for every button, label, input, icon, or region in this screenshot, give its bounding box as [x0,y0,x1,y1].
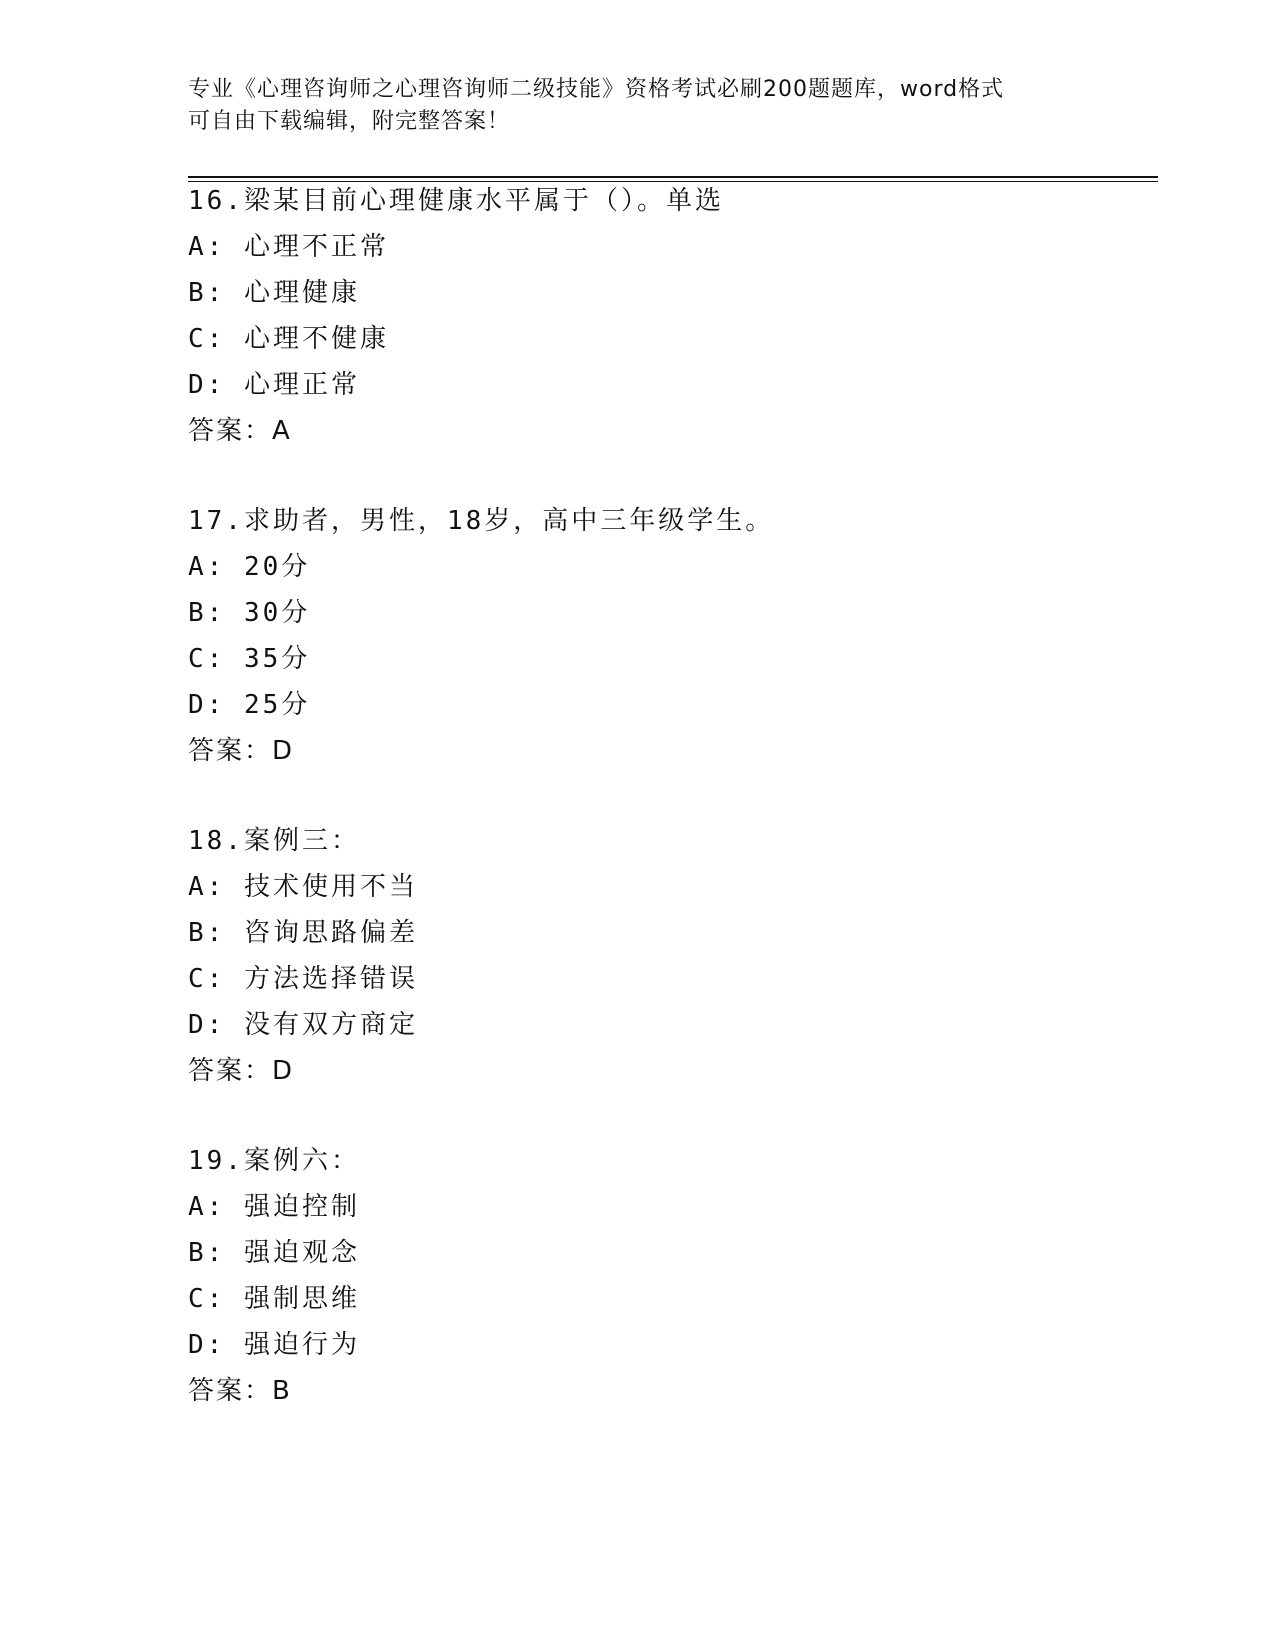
question-title: 17.求助者，男性，18岁，高中三年级学生。 [188,506,775,536]
option-c: C: 方法选择错误 [188,964,418,994]
question-title: 18.案例三： [188,826,360,856]
question-title: 19.案例六： [188,1146,360,1176]
option-b: B: 强迫观念 [188,1238,360,1268]
option-a: A: 技术使用不当 [188,872,418,902]
option-b: B: 30分 [188,598,311,628]
answer-label: 答案：D [188,1056,295,1086]
question-18 [188,818,1088,1094]
option-c: C: 强制思维 [188,1284,360,1314]
question-16 [188,178,1088,454]
header-line-2: 可自由下载编辑，附完整答案！ [188,109,511,134]
option-d: D: 25分 [188,690,311,720]
option-a: A: 心理不正常 [188,232,389,262]
option-c: C: 35分 [188,644,311,674]
document-header [188,74,1088,138]
answer-label: 答案：D [188,736,295,766]
question-17 [188,498,1088,774]
option-d: D: 没有双方商定 [188,1010,418,1040]
question-title: 16.梁某目前心理健康水平属于（）。单选 [188,186,724,216]
option-c: C: 心理不健康 [188,324,389,354]
option-a: A: 强迫控制 [188,1192,360,1222]
option-b: B: 咨询思路偏差 [188,918,418,948]
question-19 [188,1138,1088,1414]
answer-label: 答案：A [188,416,292,446]
option-d: D: 心理正常 [188,370,360,400]
header-line-1: 专业《心理咨询师之心理咨询师二级技能》资格考试必刷200题题库，word格式 [188,77,1005,102]
option-a: A: 20分 [188,552,311,582]
option-b: B: 心理健康 [188,278,360,308]
option-d: D: 强迫行为 [188,1330,360,1360]
answer-label: 答案：B [188,1376,292,1406]
